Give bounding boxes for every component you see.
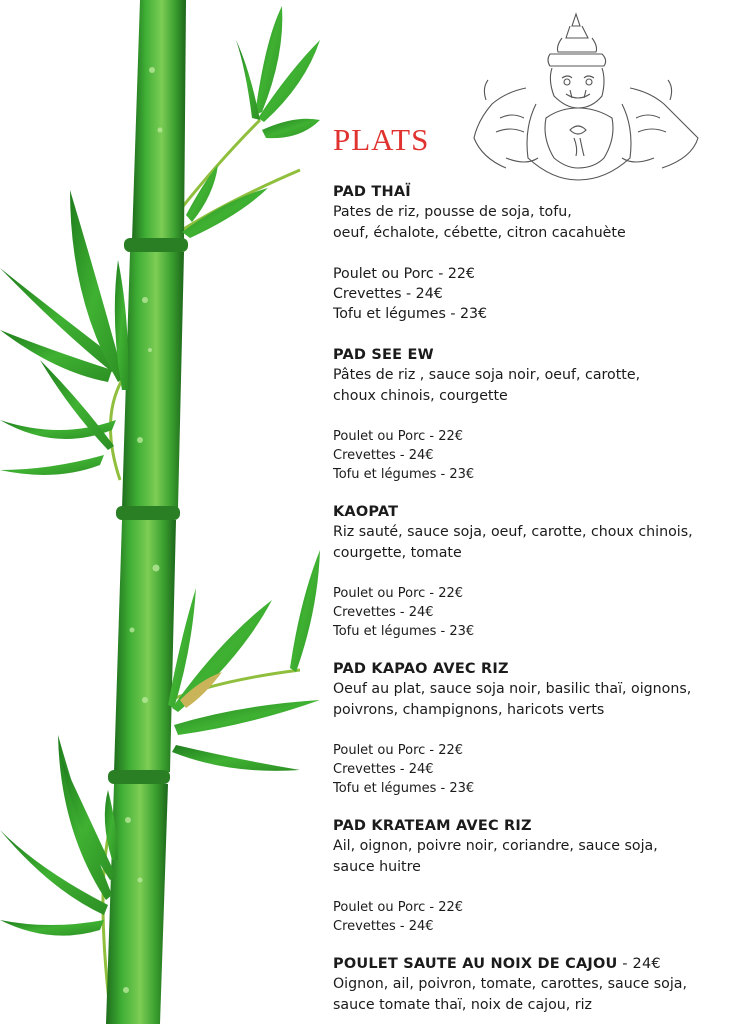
dish-name-text: PAD THAÏ xyxy=(333,184,411,200)
dish-name-text: PAD SEE EW xyxy=(333,347,434,363)
price-line: Crevettes - 24€ xyxy=(333,762,434,777)
dish-name xyxy=(333,955,743,974)
price-line: Poulet ou Porc - 22€ xyxy=(333,586,464,601)
price-line: Tofu et légumes - 23€ xyxy=(333,306,488,322)
dish-price: - 24€ xyxy=(617,956,661,972)
dish-description xyxy=(333,679,743,720)
dish-name-text: PAD KRATEAM AVEC RIZ xyxy=(333,818,532,834)
description-line: Oignon, ail, poivron, tomate, carottes, sauce soja, xyxy=(333,976,687,992)
description-line: sauce huitre xyxy=(333,858,421,875)
price-line: Crevettes - 24€ xyxy=(333,919,434,934)
dish-name-text: PAD KAPAO AVEC RIZ xyxy=(333,661,509,677)
menu-title: PLATS xyxy=(333,122,430,157)
dish-section xyxy=(333,503,743,641)
dish-name-text: POULET SAUTE AU NOIX DE CAJOU xyxy=(333,956,618,972)
price-line: Poulet ou Porc - 22€ xyxy=(333,266,475,282)
price-line: Poulet ou Porc - 22€ xyxy=(333,743,464,758)
thai-deity-sketch xyxy=(466,8,704,186)
dish-name xyxy=(333,660,743,679)
price-list xyxy=(333,898,743,936)
bamboo-illustration xyxy=(0,0,322,1024)
dish-description xyxy=(333,836,743,877)
description-line: sauce tomate thaï, noix de cajou, riz xyxy=(333,996,592,1013)
price-line: Tofu et légumes - 23€ xyxy=(333,624,475,639)
description-line: Riz sauté, sauce soja, oeuf, carotte, choux chinois, xyxy=(333,524,693,540)
description-line: Pâtes de riz , sauce soja noir, oeuf, carotte, xyxy=(333,367,641,383)
dish-section xyxy=(333,346,743,484)
dish-section xyxy=(333,183,743,324)
price-line: Crevettes - 24€ xyxy=(333,448,434,463)
price-line: Tofu et légumes - 23€ xyxy=(333,467,475,482)
price-list xyxy=(333,584,743,641)
price-list xyxy=(333,264,743,324)
dish-section xyxy=(333,817,743,936)
dish-description xyxy=(333,202,743,243)
dish-name xyxy=(333,503,743,522)
dish-name xyxy=(333,346,743,365)
price-line: Crevettes - 24€ xyxy=(333,286,443,302)
price-line: Poulet ou Porc - 22€ xyxy=(333,429,464,444)
price-line: Poulet ou Porc - 22€ xyxy=(333,900,464,915)
dish-name xyxy=(333,817,743,836)
dish-section xyxy=(333,955,743,1015)
dish-description xyxy=(333,522,743,563)
description-line: poivrons, champignons, haricots verts xyxy=(333,701,605,718)
price-line: Tofu et légumes - 23€ xyxy=(333,781,475,796)
description-line: Ail, oignon, poivre noir, coriandre, sauce soja, xyxy=(333,838,658,854)
price-list xyxy=(333,741,743,798)
dish-description xyxy=(333,974,743,1015)
description-line: Oeuf au plat, sauce soja noir, basilic thaï, oignons, xyxy=(333,681,692,697)
dish-description xyxy=(333,365,743,406)
price-list xyxy=(333,427,743,484)
dish-name-text: KAOPAT xyxy=(333,504,399,520)
description-line: choux chinois, courgette xyxy=(333,387,508,404)
dish-name xyxy=(333,183,743,202)
description-line: courgette, tomate xyxy=(333,544,462,561)
description-line: oeuf, échalote, cébette, citron cacahuète xyxy=(333,224,626,241)
bamboo-stalk xyxy=(106,0,188,1024)
dish-section xyxy=(333,660,743,798)
description-line: Pates de riz, pousse de soja, tofu, xyxy=(333,204,572,220)
price-line: Crevettes - 24€ xyxy=(333,605,434,620)
